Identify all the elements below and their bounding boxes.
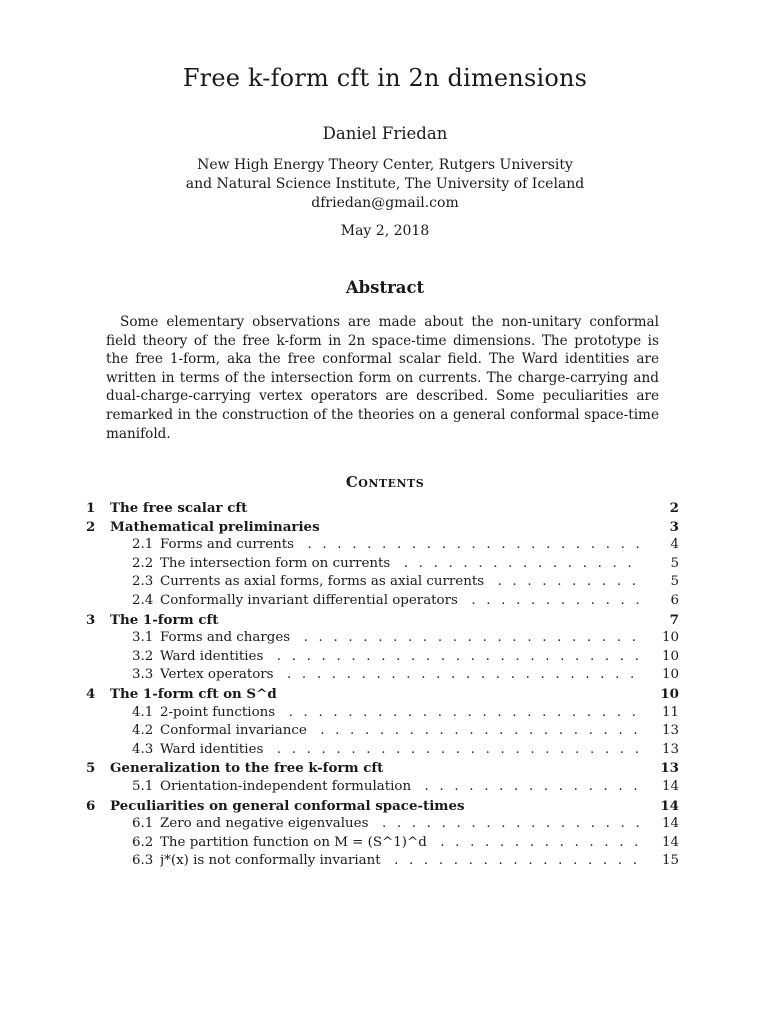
toc-dot-leader <box>160 629 643 648</box>
toc-entry-label: Peculiarities on general conformal space-times <box>110 797 465 814</box>
toc-section-entry[interactable] <box>86 797 679 816</box>
toc-dot-leader <box>160 722 643 741</box>
toc-subsection-entry[interactable] <box>86 536 679 555</box>
toc-entry-label: Forms and currents <box>160 537 300 552</box>
affiliation-line: New High Energy Theory Center, Rutgers University <box>197 157 573 173</box>
toc-subsection-entry[interactable] <box>86 778 679 797</box>
toc-entry-number: 2.3 <box>132 574 154 590</box>
toc-entry-label: Forms and charges <box>160 630 296 645</box>
toc-entry-label: The partition function on M = (S^1)^d <box>160 835 433 850</box>
affiliation-block <box>0 156 770 213</box>
toc-dot-leader <box>160 815 643 834</box>
toc-subsection-entry[interactable] <box>86 722 679 741</box>
toc-entry-page: 10 <box>661 667 679 683</box>
toc-entry-label: Ward identities <box>160 742 269 757</box>
toc-entry-number: 2 <box>86 518 96 535</box>
abstract-text: Some elementary observations are made about the non-unitary conformal field theory of the free k-form in 2n space-time dimensions. The prototype is the free 1-form, aka the free conformal scalar field. The Ward identities are written in terms of the intersection form on currents. The charge-carrying and dual-charge-carrying vertex operators are described. Some peculiarities are remarked in the construction of the theories on a general conformal space-time manifold. <box>106 314 659 442</box>
author-email: dfriedan@gmail.com <box>311 195 459 211</box>
toc-entry-label: Conformal invariance <box>160 723 313 738</box>
toc-entry-page: 2 <box>669 500 679 516</box>
toc-entry-number: 3.3 <box>132 667 154 683</box>
toc-entry-number: 3.1 <box>132 630 154 646</box>
toc-section-entry[interactable] <box>86 685 679 704</box>
toc-section-entry[interactable] <box>86 759 679 778</box>
toc-dot-leader <box>160 592 643 611</box>
toc-entry-page: 5 <box>670 574 679 590</box>
paper-title: Free k-form cft in 2n dimensions <box>182 64 588 92</box>
toc-entry-page: 14 <box>661 778 679 794</box>
abstract-heading: Abstract <box>345 278 425 297</box>
toc-entry-label: The free scalar cft <box>110 500 248 516</box>
toc-entry-number: 6 <box>86 797 96 814</box>
affiliation-line: and Natural Science Institute, The University of Iceland <box>185 176 585 192</box>
toc-entry-page: 7 <box>669 611 679 628</box>
toc-entry-label: Mathematical preliminaries <box>110 518 320 535</box>
toc-entry-number: 2.4 <box>132 592 154 608</box>
toc-entry-label: Conformally invariant differential operators <box>160 593 464 608</box>
toc-entry-label: The intersection form on currents <box>160 556 396 571</box>
toc-subsection-entry[interactable] <box>86 555 679 574</box>
toc-dot-leader <box>160 648 643 667</box>
toc-dot-leader <box>160 704 643 723</box>
toc-dot-leader <box>160 834 643 853</box>
toc-entry-label: The 1-form cft on S^d <box>110 685 277 702</box>
toc-entry-number: 6.2 <box>132 834 154 850</box>
table-of-contents <box>86 499 679 871</box>
toc-entry-number: 2.1 <box>132 537 154 553</box>
toc-subsection-entry[interactable] <box>86 573 679 592</box>
toc-entry-number: 4.2 <box>132 723 154 739</box>
toc-entry-number: 2.2 <box>132 555 154 571</box>
toc-entry-number: 5.1 <box>132 778 154 794</box>
toc-entry-label: 2-point functions <box>160 705 281 720</box>
toc-entry-label: j*(x) is not conformally invariant <box>160 853 387 868</box>
toc-dot-leader <box>160 536 643 555</box>
toc-entry-page: 13 <box>661 741 679 757</box>
toc-entry-page: 15 <box>661 853 679 869</box>
toc-entry-page: 14 <box>660 797 679 814</box>
toc-subsection-entry[interactable] <box>86 834 679 853</box>
toc-entry-label: The 1-form cft <box>110 611 219 628</box>
toc-entry-page: 14 <box>661 816 679 832</box>
toc-entry-page: 10 <box>660 685 679 702</box>
toc-entry-number: 6.3 <box>132 853 154 869</box>
toc-subsection-entry[interactable] <box>86 852 679 871</box>
toc-entry-page: 10 <box>661 648 679 664</box>
toc-entry-page: 4 <box>670 537 679 553</box>
toc-entry-number: 6.1 <box>132 816 154 832</box>
toc-subsection-entry[interactable] <box>86 704 679 723</box>
toc-subsection-entry[interactable] <box>86 592 679 611</box>
author-name: Daniel Friedan <box>322 124 448 143</box>
toc-section-entry[interactable] <box>86 611 679 630</box>
toc-entry-number: 3 <box>86 611 96 628</box>
toc-entry-label: Vertex operators <box>160 667 280 682</box>
toc-entry-number: 4 <box>86 685 96 702</box>
toc-entry-page: 13 <box>661 723 679 739</box>
toc-entry-page: 13 <box>660 760 679 777</box>
toc-subsection-entry[interactable] <box>86 666 679 685</box>
toc-subsection-entry[interactable] <box>86 741 679 760</box>
toc-entry-number: 5 <box>86 760 96 777</box>
toc-subsection-entry[interactable] <box>86 648 679 667</box>
toc-dot-leader <box>160 666 643 685</box>
toc-entry-label: Orientation-independent formulation <box>160 779 417 794</box>
toc-entry-number: 3.2 <box>132 648 154 664</box>
toc-dot-leader <box>160 778 643 797</box>
toc-entry-page: 10 <box>661 630 679 646</box>
toc-dot-leader <box>160 555 643 574</box>
toc-entry-page: 6 <box>670 592 679 608</box>
toc-entry-page: 5 <box>670 555 679 571</box>
toc-entry-number: 4.1 <box>132 704 154 720</box>
toc-dot-leader <box>160 852 643 871</box>
toc-subsection-entry[interactable] <box>86 815 679 834</box>
toc-entry-label: Zero and negative eigenvalues <box>160 816 374 831</box>
toc-entry-label: Currents as axial forms, forms as axial currents <box>160 574 490 589</box>
toc-entry-page: 14 <box>661 834 679 850</box>
toc-entry-label: Generalization to the free k-form cft <box>110 760 384 777</box>
toc-dot-leader <box>160 741 643 760</box>
toc-heading: Contents <box>345 473 425 491</box>
toc-entry-number: 4.3 <box>132 741 154 757</box>
toc-dot-leader <box>160 573 643 592</box>
toc-subsection-entry[interactable] <box>86 629 679 648</box>
toc-entry-page: 11 <box>661 704 679 720</box>
toc-entry-page: 3 <box>669 518 679 535</box>
toc-entry-label: Ward identities <box>160 649 269 664</box>
toc-entry-number: 1 <box>86 500 96 516</box>
toc-section-entry[interactable] <box>86 499 679 518</box>
paper-date: May 2, 2018 <box>340 223 430 239</box>
toc-section-entry[interactable] <box>86 518 679 537</box>
